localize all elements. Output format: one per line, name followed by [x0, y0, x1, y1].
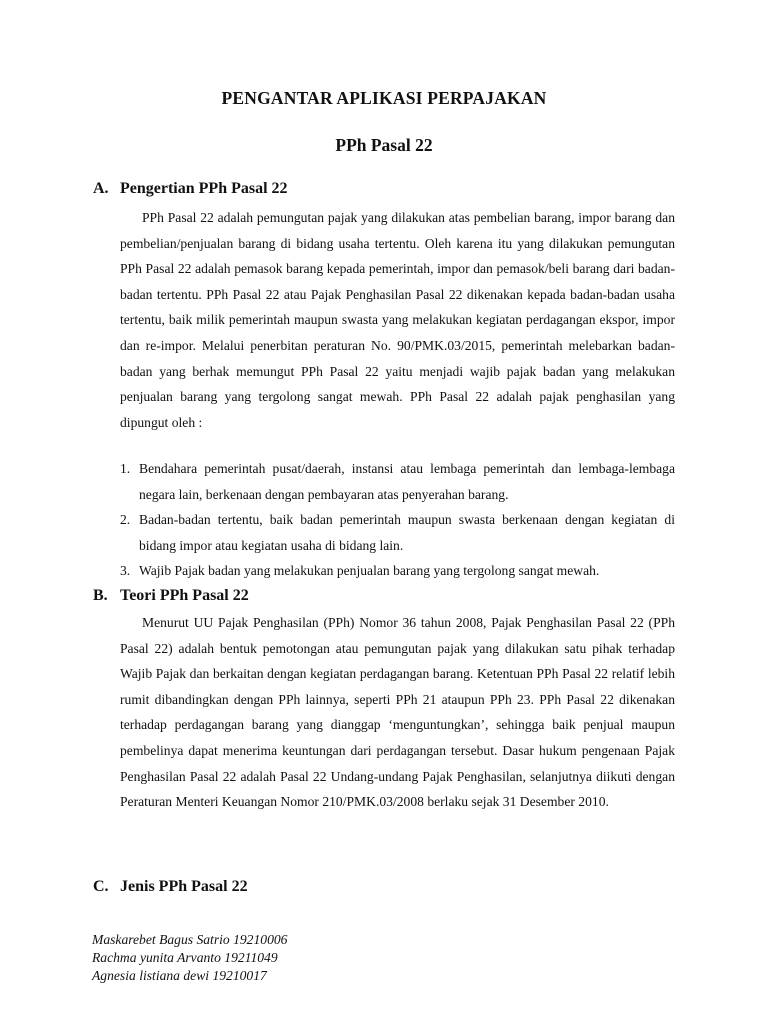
section-c-title: Jenis PPh Pasal 22: [120, 878, 248, 895]
section-b-title: Teori PPh Pasal 22: [120, 587, 249, 604]
authors-block: [92, 931, 287, 985]
section-a-list: [120, 456, 675, 584]
list-item-text: Bendahara pemerintah pusat/daerah, instansi atau lembaga pemerintah dan lembaga-lembaga negara lain, berkenaan dengan pembayaran atas penyerahan barang.: [139, 461, 675, 502]
list-item-number: 2.: [120, 512, 131, 528]
author-line: Rachma yunita Arvanto 19211049: [92, 950, 278, 965]
author-line: Agnesia listiana dewi 19210017: [92, 968, 267, 983]
list-item-number: 3.: [120, 563, 131, 579]
section-a-letter: A.: [93, 180, 109, 197]
section-c-letter: C.: [93, 878, 109, 895]
author-line: Maskarebet Bagus Satrio 19210006: [92, 932, 288, 947]
section-a-heading: [93, 180, 288, 198]
section-c-heading: [93, 878, 248, 896]
list-item: [120, 558, 675, 584]
document-title: PENGANTAR APLIKASI PERPAJAKAN: [221, 88, 547, 108]
section-b-paragraph: Menurut UU Pajak Penghasilan (PPh) Nomor 36 tahun 2008, Pajak Penghasilan Pasal 22 (PPh Pasal 22) adalah bentuk pemotongan atau pemungutan pajak yang dilakukan satu pihak terhadap Wajib Pajak dan berkaitan dengan kegiatan perdagangan barang. Ketentuan PPh Pasal 22 relatif lebih rumit dibandingkan dengan PPh lainnya, seperti PPh 21 ataupun PPh 23. PPh Pasal 22 dikenakan terhadap perdagangan barang yang dianggap ‘menguntungkan’, sehingga baik penjual maupun pembelinya dapat menerima keuntungan dari perdagangan tersebut. Dasar hukum pengenaan Pajak Penghasilan Pasal 22 adalah Pasal 22 Undang-undang Pajak Penghasilan, selanjutnya diikuti dengan Peraturan Menteri Keuangan Nomor 210/PMK.03/2008 berlaku sejak 31 Desember 2010.: [120, 615, 675, 810]
list-item-text: Wajib Pajak badan yang melakukan penjualan barang yang tergolong sangat mewah.: [139, 563, 600, 579]
list-item: [120, 507, 675, 558]
list-item-number: 1.: [120, 461, 131, 476]
section-a-paragraph: PPh Pasal 22 adalah pemungutan pajak yang dilakukan atas pembelian barang, impor barang dan pembelian/penjualan barang di bidang usaha tertentu. Oleh karena itu yang dilakukan pemungutan PPh Pasal 22 adalah pemasok barang kepada pemerintah, impor dan pemasok/beli barang dari badan-badan tertentu. PPh Pasal 22 atau Pajak Penghasilan Pasal 22 dikenakan kepada badan-badan usaha tertentu, baik milik pemerintah maupun swasta yang melakukan kegiatan perdagangan ekspor, impor dan re-impor. Melalui penerbitan peraturan No. 90/PMK.03/2015, pemerintah melebarkan badan-badan yang berhak memungut PPh Pasal 22 yaitu menjadi wajib pajak badan yang melakukan penjualan barang yang tergolong sangat mewah. PPh Pasal 22 adalah pajak penghasilan yang dipungut oleh :: [120, 210, 675, 430]
list-item-text: Badan-badan tertentu, baik badan pemerintah maupun swasta berkenaan dengan kegiatan di bidang impor atau kegiatan usaha di bidang lain.: [139, 512, 675, 553]
list-item: [120, 456, 675, 507]
section-a-title: Pengertian PPh Pasal 22: [120, 180, 288, 197]
section-b-letter: B.: [93, 587, 108, 604]
document-subtitle: PPh Pasal 22: [335, 135, 433, 155]
section-b-heading: [93, 587, 249, 605]
